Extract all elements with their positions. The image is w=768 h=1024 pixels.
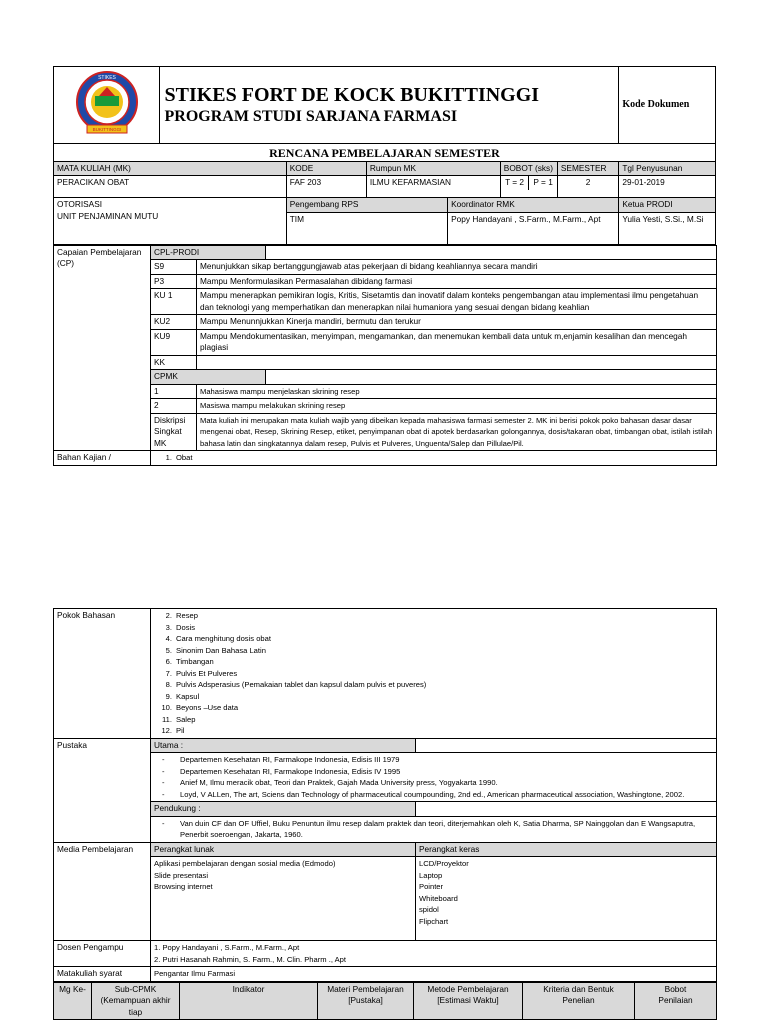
list-item — [154, 725, 713, 737]
deskripsi-text: Mata kuliah ini merupakan mata kuliah wajib yang dibeikan kepada mahasiswa farmasi semester 2. MK ini berisi pokok poko bahasan dasar dasar mengenai obat, Resep, Skrining Resep, etiket, penyimpanan obat di apotek berdasarkan golongannya, dosis/takaran obat, timbangan obat, istilah istilah bahasa latin dan singkatannya dalam resep, Pulvis et Pulveres, Unguenta/Salep dan Pillulae/Pil. — [197, 413, 717, 451]
cpl-label: CPL-PRODI — [151, 245, 266, 260]
doc-code-cell — [619, 67, 716, 144]
rps-header-table — [53, 66, 716, 245]
keras-label: Perangkat keras — [416, 842, 717, 857]
list-item — [154, 645, 713, 657]
list-item — [154, 633, 713, 645]
list-item — [154, 691, 713, 703]
utama-label: Utama : — [151, 738, 416, 753]
mk-value: PERACIKAN OBAT — [54, 176, 287, 198]
list-item — [154, 622, 713, 634]
doc-code-label: Kode Dokumen — [622, 99, 690, 110]
lunak-list — [151, 857, 416, 941]
syarat-value: Pengantar Ilmu Farmasi — [151, 967, 717, 982]
cpmk-label: CPMK — [151, 370, 266, 385]
capaian-label: Capaian Pembelajaran (CP) — [54, 245, 151, 451]
stikes-logo-icon — [65, 69, 149, 137]
materi-header: Materi Pembelajaran [Pustaka] — [318, 982, 414, 1020]
cpl-code: KK — [151, 355, 197, 370]
cpl-row — [54, 355, 717, 370]
cpmk-code: 2 — [151, 399, 197, 414]
list-number: 9. — [165, 691, 172, 701]
cpl-row — [54, 289, 717, 315]
cpl-text: Mampu menerapkan pemikiran logis, Kritis, Sisetamtis dan inovatif dalam konteks pengembangan atau implementasi ilmu pengetahuan dan teknologi yang memperhatikan dan menerapkan nilai humaniora yang sesuai dengan bidang keahlian — [197, 289, 717, 315]
bobot-value — [500, 176, 557, 198]
semester-value: 2 — [557, 176, 618, 198]
detail-table — [53, 608, 717, 982]
hardware-item: Flipchart — [419, 916, 449, 926]
hardware-item: Pointer — [419, 882, 444, 891]
bobot-header: BOBOT (sks) — [500, 161, 557, 176]
list-text: Salep — [176, 714, 196, 724]
cpmk-text: Masiswa mampu melakukan skrining resep — [197, 399, 717, 414]
rps-page-2 — [53, 608, 716, 1020]
list-text: Sinonim Dan Bahasa Latin — [176, 645, 266, 655]
software-item: Browsing internet — [154, 882, 213, 891]
bullet-dash: - — [162, 818, 165, 828]
media-label: Media Pembelajaran — [54, 842, 151, 941]
software-item: Aplikasi pembelajaran dengan sosial media (Edmodo) — [154, 859, 336, 868]
pendukung-list — [151, 816, 717, 842]
koordinator-value: Popy Handayani , S.Farm., M.Farm., Apt — [448, 212, 619, 244]
cpl-code: KU9 — [151, 329, 197, 355]
cpl-row — [54, 274, 717, 289]
list-text: Beyons –Use data — [176, 703, 239, 712]
dosen-label: Dosen Pengampu — [54, 941, 151, 967]
bobot-p: P = 1 — [533, 177, 553, 187]
pengembang-value: TIM — [286, 212, 447, 244]
cpl-text: Mampu Menformulasikan Permasalahan dibidang farmasi — [197, 274, 717, 289]
program-name: PROGRAM STUDI SARJANA FARMASI — [164, 107, 458, 125]
list-text: Dosis — [176, 622, 195, 632]
list-item — [154, 714, 713, 726]
cpl-code: KU 1 — [151, 289, 197, 315]
keras-list — [416, 857, 717, 941]
reference-text: Departemen Kesehatan RI, Farmakope Indonesia, Edisis IV 1995 — [180, 766, 401, 776]
tgl-header: Tgl Penyusunan — [619, 161, 716, 176]
rps-page-1 — [53, 66, 716, 466]
sub-cpmk-header: Sub-CPMK (Kemampuan akhir tiap — [92, 982, 180, 1020]
hardware-item: Whiteboard — [419, 893, 458, 903]
bullet-dash: - — [162, 755, 165, 764]
hardware-item: LCD/Proyektor — [419, 859, 469, 868]
list-text: Timbangan — [176, 657, 214, 666]
list-item — [154, 679, 713, 691]
institution-cell — [160, 67, 619, 144]
rps-title: RENCANA PEMBELAJARAN SEMESTER — [54, 143, 716, 161]
ketua-value: Yulia Yesti, S.Si., M.Si — [619, 212, 716, 244]
cpl-row — [54, 260, 717, 275]
list-number: 4. — [165, 634, 172, 643]
list-number: 8. — [165, 680, 172, 689]
list-text: Kapsul — [176, 691, 200, 701]
koordinator-label: Koordinator RMK — [448, 198, 619, 213]
mg-header: Mg Ke- — [54, 982, 92, 1020]
software-item: Slide presentasi — [154, 870, 209, 880]
pengembang-label: Pengembang RPS — [286, 198, 447, 213]
bahan-kajian-list — [151, 451, 717, 466]
list-item — [154, 610, 713, 622]
cpl-code: KU2 — [151, 315, 197, 330]
metode-header: Metode Pembelajaran [Estimasi Waktu] — [414, 982, 523, 1020]
lecturer-item: 1. Popy Handayani , S.Farm., M.Farm., Apt — [154, 943, 300, 952]
dosen-list — [151, 941, 717, 967]
deskripsi-label: Diskripsi Singkat MK — [151, 413, 197, 451]
list-text: Pulvis Adsperasius (Pemakaian tablet dan kapsul dalam pulvis et puveres) — [176, 680, 427, 689]
ketua-label: Ketua PRODI — [619, 198, 716, 213]
logo-cell — [54, 67, 160, 144]
otorisasi-cell — [54, 198, 287, 245]
rumpun-header: Rumpun MK — [366, 161, 500, 176]
list-text: Pil — [176, 726, 185, 735]
lecturer-item: 2. Putri Hasanah Rahmin, S. Farm., M. Clin. Pharm ., Apt — [154, 954, 347, 964]
list-number: 5. — [165, 645, 172, 655]
svg-text:STIKES: STIKES — [97, 75, 116, 81]
otorisasi-unit: UNIT PENJAMINAN MUTU — [57, 210, 159, 221]
list-item — [154, 656, 713, 668]
otorisasi-label: OTORISASI — [57, 199, 103, 209]
cpl-text: Mampu Mendokumentasikan, menyimpan, mengamankan, dan menemukan kembali data untuk m,enjamin kesalihan dan mencegah plagiasi — [197, 329, 717, 355]
reference-text: Anief M, Ilmu meracik obat, Teori dan Praktek, Gajah Mada University press, Yogyakarta 1990. — [180, 778, 498, 787]
list-number: 7. — [165, 668, 172, 678]
kode-value: FAF 203 — [286, 176, 366, 198]
cpmk-code: 1 — [151, 384, 197, 399]
list-item — [154, 668, 713, 680]
bahan-kajian-label: Bahan Kajian / — [54, 451, 151, 466]
list-text: Resep — [176, 611, 198, 620]
kode-header: KODE — [286, 161, 366, 176]
cpl-text — [197, 355, 717, 370]
list-number: 2. — [165, 611, 172, 620]
list-number: 10. — [161, 703, 172, 712]
institution-name: STIKES FORT DE KOCK BUKITTINGGI — [164, 83, 540, 106]
tgl-value: 29-01-2019 — [619, 176, 716, 198]
reference-text: Van duin CF dan OF Uffiel, Buku Penuntun ilmu resep dalam praktek dan teori, diterjemahkan oleh K, Satia Dharma, SP Nainggolan dan E Wangsaputra, Penerbit soeroengan, Jakarta, 1960. — [180, 818, 696, 839]
list-number: 6. — [165, 657, 172, 666]
kriteria-header: Kriteria dan Bentuk Penelian — [523, 982, 635, 1020]
capaian-table — [53, 245, 717, 466]
cpmk-row — [54, 384, 717, 399]
cpl-text: Menunjukkan sikap bertanggungjawab atas pekerjaan di bidang keahliannya secara mandiri — [197, 260, 717, 275]
cpl-row — [54, 315, 717, 330]
list-text: Cara menghitung dosis obat — [176, 634, 271, 643]
bullet-dash: - — [162, 766, 165, 776]
cpl-code: S9 — [151, 260, 197, 275]
semester-header: SEMESTER — [557, 161, 618, 176]
cpmk-row — [54, 399, 717, 414]
lunak-label: Perangkat lunak — [151, 842, 416, 857]
list-item — [154, 702, 713, 714]
list-text: Pulvis Et Pulveres — [176, 668, 238, 678]
rumpun-value: ILMU KEFARMASIAN — [366, 176, 500, 198]
reference-item — [154, 754, 713, 766]
reference-item — [154, 777, 713, 789]
pustaka-label: Pustaka — [54, 738, 151, 842]
list-number: 3. — [165, 622, 172, 632]
bobot-penilaian-header: Bobot Penilaian — [635, 982, 717, 1020]
utama-list — [151, 753, 717, 802]
pokok-bahasan-list — [151, 609, 717, 739]
syarat-label: Matakuliah syarat — [54, 967, 151, 982]
cpl-text: Mampu Menunnjukkan Kinerja mandiri, bermutu dan terukur — [197, 315, 717, 330]
bullet-dash: - — [162, 789, 165, 799]
schedule-header-table — [53, 982, 717, 1021]
mk-header: MATA KULIAH (MK) — [54, 161, 287, 176]
pokok-bahasan-label: Pokok Bahasan — [54, 609, 151, 739]
cpl-row — [54, 329, 717, 355]
reference-item — [154, 818, 713, 841]
reference-text: Loyd, V ALLen, The art, Sciens dan Technology of pharmaceutical coumpounding, 2nd ed., American pharmaceutical association, Washingtone, 2002. — [180, 789, 685, 799]
indikator-header: Indikator — [180, 982, 318, 1020]
list-number: 12. — [161, 726, 172, 735]
list-item: 1. Obat — [165, 453, 193, 462]
bobot-t: T = 2 — [501, 176, 529, 190]
svg-text:BUKITTINGGI: BUKITTINGGI — [92, 127, 122, 132]
list-number: 11. — [162, 714, 172, 724]
hardware-item: Laptop — [419, 870, 443, 880]
cpl-code: P3 — [151, 274, 197, 289]
cpmk-text: Mahasiswa mampu menjelaskan skrining resep — [197, 384, 717, 399]
bullet-dash: - — [162, 778, 165, 787]
hardware-item: spidol — [419, 905, 439, 914]
reference-item — [154, 789, 713, 801]
reference-text: Departemen Kesehatan RI, Farmakope Indonesia, Edisis III 1979 — [180, 755, 400, 764]
pendukung-label: Pendukung : — [151, 802, 416, 817]
reference-item — [154, 766, 713, 778]
